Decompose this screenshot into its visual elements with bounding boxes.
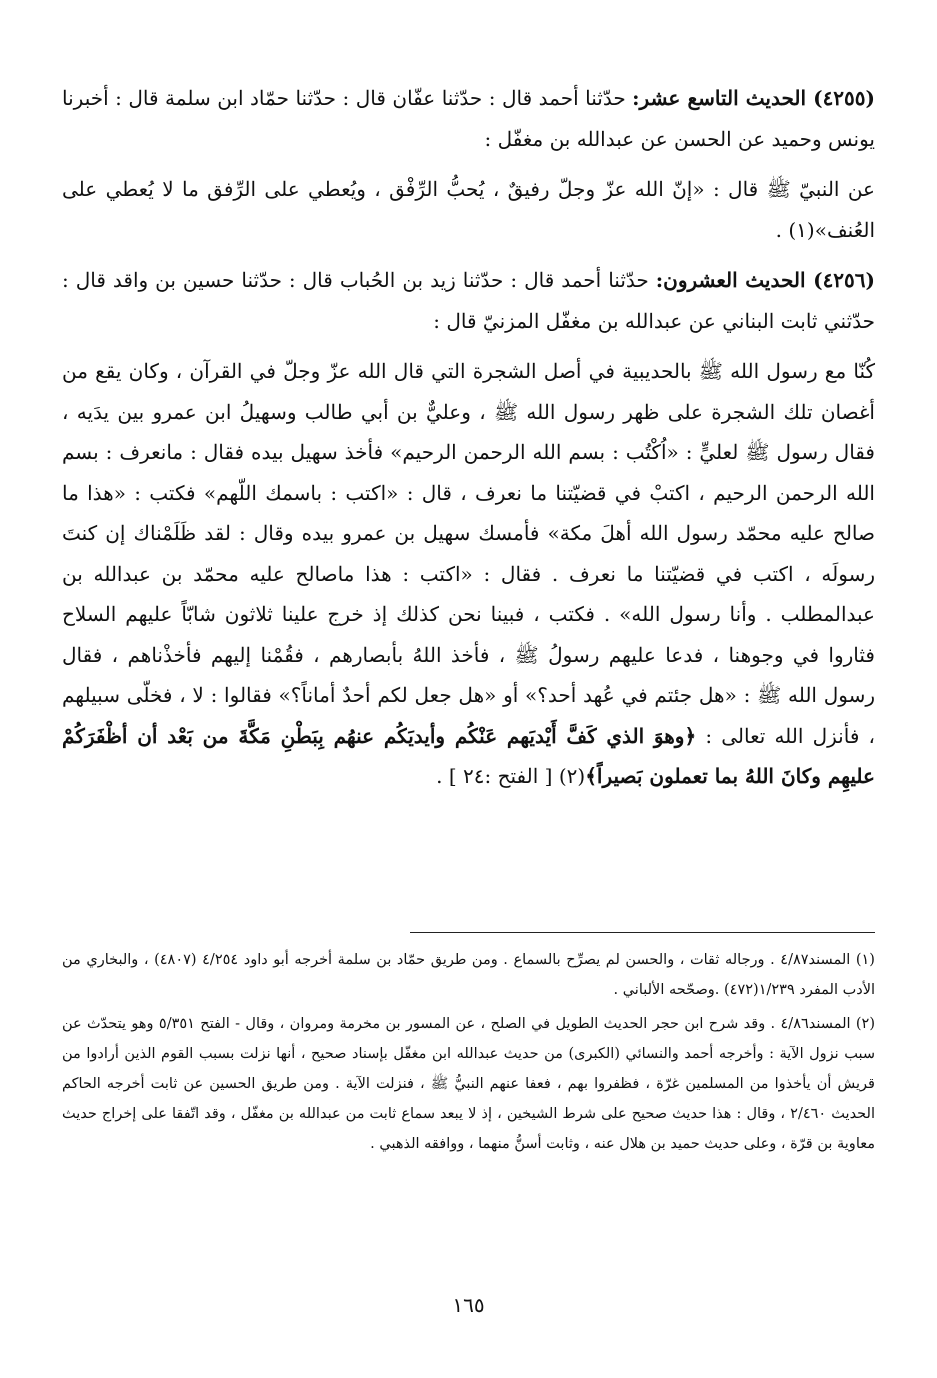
footnote-divider [410,932,875,933]
quran-reference: (٢) [ الفتح :٢٤ ] . [436,764,586,788]
hadith-heading: (٤٢٥٦) الحديث العشرون: [655,268,875,292]
hadith-4256-matn [62,351,875,797]
hadith-isnad: حدّثنا أحمد قال : حدّثنا زيد بن الحُباب قال : حدّثنا حسين بن واقد قال : حدّثني ثابت البناني عن عبدالله بن مغفّل المزنيّ قال : [62,268,875,333]
hadith-4255-matn: عن النبيّ ﷺ قال : «إنّ الله عزّ وجلّ رفيقٌ ، يُحبُّ الرِّفْق ، ويُعطي على الرِّفق ما لا يُعطي على العُنف»(١) . [62,177,875,242]
hadith-4256-isnad [62,260,875,341]
hadith-matn: كُنّا مع رسول الله ﷺ بالحديبية في أصل الشجرة التي قال الله عزّ وجلّ في القرآن ، وكان يقع من أغصان تلك الشجرة على ظهر رسول الله ﷺ ، وعليٌّ بن أبي طالب وسهيلُ ابن عمرو بين يدَيه ، فقال رسول ﷺ لعليٍّ : «اُكْتُب : بسم الله الرحمن الرحيم» فأخذ سهيل بيده فقال : مانعرف : بسم الله الرحمن الرحيم ، اكتبْ في قضيّتنا ما نعرف ، قال : «اكتب : باسمك اللّهم» فكتب : «هذا ما صالح عليه محمّد رسول الله أهلَ مكة» فأمسك سهيل بن عمرو بيده وقال : لقد ظَلَمْناك إن كنتَ رسولَه ، اكتب في قضيّتنا ما نعرف . فقال : «اكتب : هذا ماصالح عليه محمّد بن عبدالله بن عبدالمطلب . وأنا رسول الله» . فكتب ، فبينا نحن كذلك إذ خرج علينا ثلاثون شابّاً عليهم السلاح فثاروا في وجوهنا ، فدعا عليهم رسولُ ﷺ ، فأخذ اللهُ بأبصارهم ، فقُمْنا إليهم فأخذْناهم ، فقال رسول الله ﷺ : «هل جئتم في عُهد أحد؟» أو «هل جعل لكم أحدٌ أماناً؟» فقالوا : لا ، فخلّى سبيلهم ، فأنزل الله تعالى : [62,359,875,748]
main-text [62,78,875,807]
hadith-isnad: حدّثنا أحمد قال : حدّثنا عفّان قال : حدّثنا حمّاد ابن سلمة قال : أخبرنا يونس وحميد عن الحسن عن عبدالله بن مغفّل : [62,86,875,151]
hadith-4255-isnad [62,78,875,159]
quran-verse: ﴿وهوَ الذي كَفَّ أَيْديَهم عَنْكُم وأيديَكُم عنهُم بِبَطْنِ مَكَّةَ من بَعْد أن أظْفَرَكُمْ عليهِم وكانَ اللهُ بما تعملون بَصيراً﴾ [62,723,875,788]
hadith-heading: (٤٢٥٥) الحديث التاسع عشر: [632,86,875,110]
footnote-2: (٢) المسند٤/٨٦ . وقد شرح ابن حجر الحديث الطويل في الصلح ، عن المسور بن مخرمة ومروان ، وقال - الفتح ٥/٣٥١ وهو يتحدّث عن سبب نزول الآية : وأخرجه أحمد والنسائي (الكبرى) من حديث عبدالله ابن مغفّل بإسناد صحيح ، أنها نزلت بسبب القوم الذين أرادوا من قريش أن يأخذوا من المسلمين غرّة ، فظفروا بهم ، فعفا عنهم النبيُّ ﷺ ، فنزلت الآية . ومن طريق الحسين عن ثابت أخرجه الحاكم الحديث ٢/٤٦٠ ، وقال : هذا حديث صحيح على شرط الشيخين ، إذ لا يبعد سماع ثابت من عبدالله بن مغفّل ، وقد اتّفقا على إخراج حديث معاوية بن قرّة ، وعلى حديث حميد بن هلال عنه ، وثابت أسنُّ منهما ، ووافقه الذهبي . [62,1016,875,1152]
footnotes [62,945,875,1163]
footnote-1: (١) المسند٤/٨٧ . ورجاله ثقات ، والحسن لم يصرِّح بالسماع . ومن طريق حمّاد بن سلمة أخرجه أبو داود ٤/٢٥٤ (٤٨٠٧) ، والبخاري من الأدب المفرد ١/٢٣٩(٤٧٢) .وصحّحه الألباني . [62,952,875,998]
page-number: ١٦٥ [452,1293,485,1317]
